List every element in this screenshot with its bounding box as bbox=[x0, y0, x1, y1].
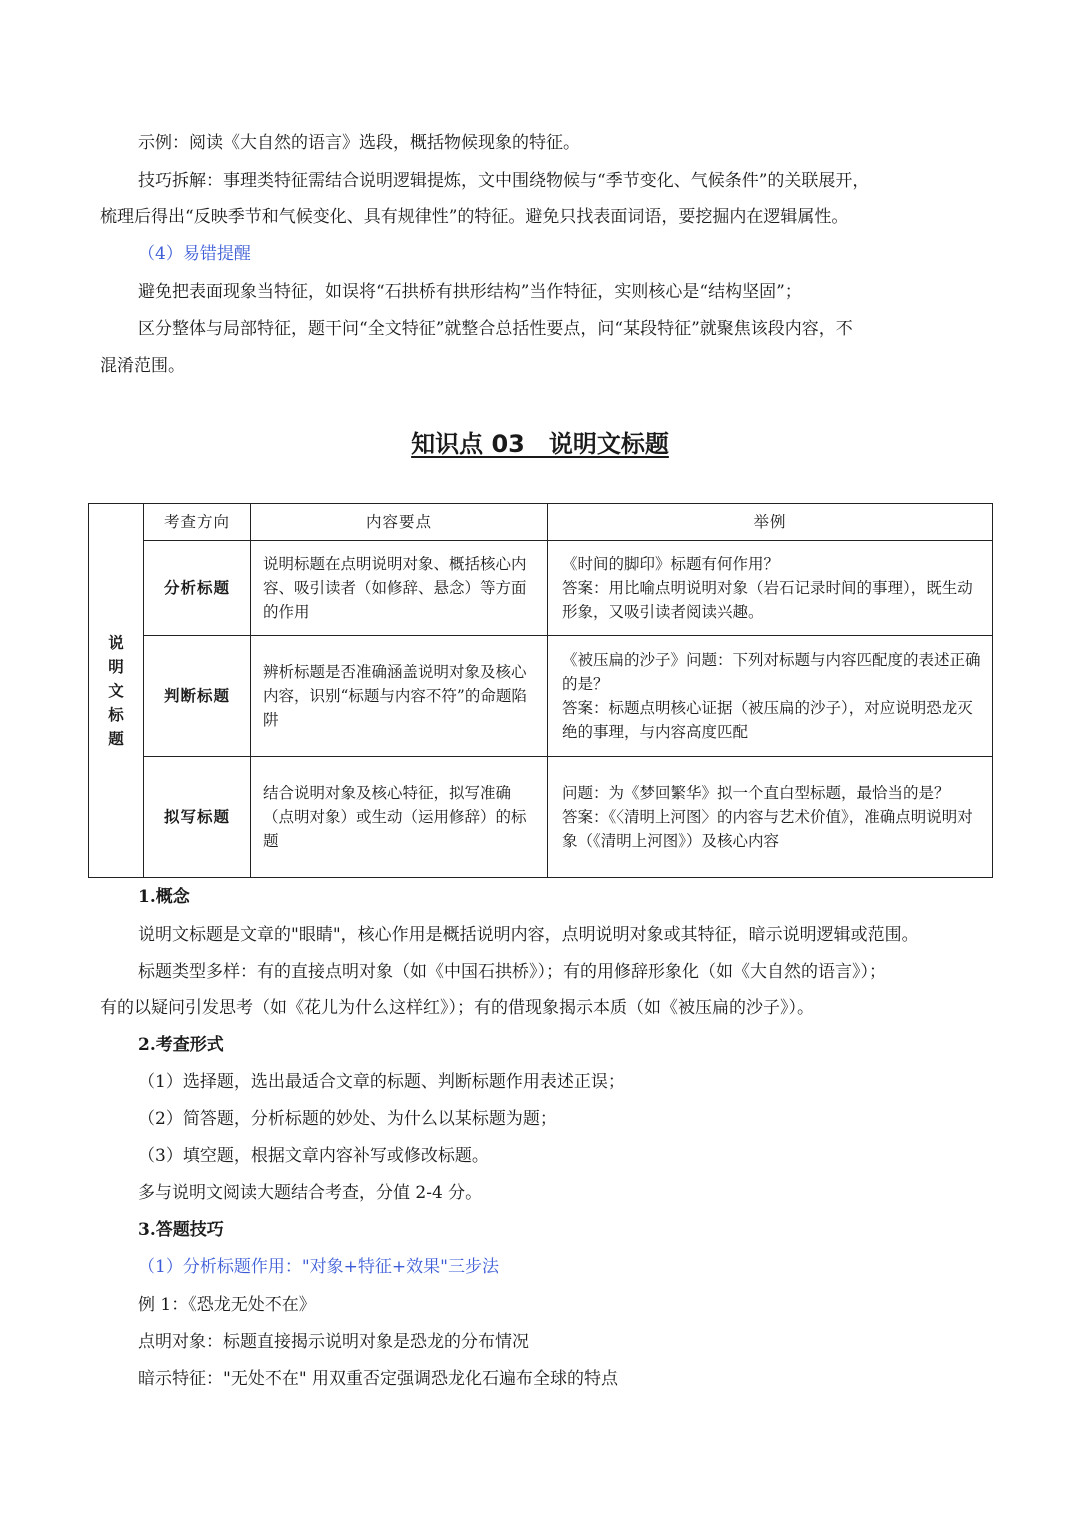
concept-line-3: 有的以疑问引发思考（如《花儿为什么这样红》）；有的借现象揭示本质（如《被压扁的沙子》）。 bbox=[100, 998, 814, 1018]
table-row bbox=[89, 541, 993, 636]
forms-item-2: （2）简答题，分析标题的妙处、为什么以某标题为题； bbox=[138, 1109, 557, 1129]
intro-example-line: 示例：阅读《大自然的语言》选段，概括物候现象的特征。 bbox=[138, 133, 580, 153]
row-direction: 判断标题 bbox=[144, 636, 251, 757]
intro-skill-line-cont: 梳理后得出“反映季节和气候变化、具有规律性”的特征。避免只找表面词语，要挖掘内在逻辑属性。 bbox=[100, 207, 849, 227]
skills-point-object: 点明对象：标题直接揭示说明对象是恐龙的分布情况 bbox=[138, 1332, 529, 1352]
table-header-row bbox=[89, 504, 993, 541]
forms-note: 多与说明文阅读大题结合考查，分值 2-4 分。 bbox=[138, 1183, 483, 1203]
skills-sub-heading: （1）分析标题作用："对象+特征+效果"三步法 bbox=[138, 1257, 499, 1277]
concept-line-1: 说明文标题是文章的"眼睛"，核心作用是概括说明内容，点明说明对象或其特征，暗示说明逻辑或范围。 bbox=[138, 925, 919, 945]
row-direction: 分析标题 bbox=[144, 541, 251, 636]
mistake-heading: （4）易错提醒 bbox=[138, 244, 251, 264]
row-example-answer: 答案：用比喻点明说明对象（岩石记录时间的事理），既生动形象，又吸引读者阅读兴趣。 bbox=[562, 579, 973, 621]
skills-point-feature: 暗示特征："无处不在" 用双重否定强调恐龙化石遍布全球的特点 bbox=[138, 1369, 619, 1389]
row-example-question: 问题：为《梦回繁华》拟一个直白型标题，最恰当的是？ bbox=[562, 784, 950, 802]
row-points: 辨析标题是否准确涵盖说明对象及核心内容，识别“标题与内容不符”的命题陷阱 bbox=[251, 636, 548, 757]
forms-item-1: （1）选择题，选出最适合文章的标题、判断标题作用表述正误； bbox=[138, 1072, 625, 1092]
header-points: 内容要点 bbox=[251, 504, 548, 541]
mistake-line-2: 区分整体与局部特征，题干问“全文特征”就整合总括性要点，问“某段特征”就聚焦该段内容，不 bbox=[138, 319, 853, 339]
table-side-label: 说 明 文 标 题 bbox=[89, 504, 144, 878]
mistake-line-3: 混淆范围。 bbox=[100, 356, 185, 376]
row-example-answer: 答案：《〈清明上河图〉的内容与艺术价值》，准确点明说明对象（《清明上河图》）及核心内容 bbox=[562, 808, 973, 850]
forms-item-3: （3）填空题，根据文章内容补写或修改标题。 bbox=[138, 1146, 489, 1166]
mistake-line-1: 避免把表面现象当特征，如误将“石拱桥有拱形结构”当作特征，实则核心是“结构坚固”； bbox=[138, 282, 802, 302]
row-direction: 拟写标题 bbox=[144, 757, 251, 878]
skills-heading: 3.答题技巧 bbox=[138, 1220, 224, 1240]
row-example-answer: 答案：标题点明核心证据（被压扁的沙子），对应说明恐龙灭绝的事理，与内容高度匹配 bbox=[562, 699, 973, 741]
header-direction: 考查方向 bbox=[144, 504, 251, 541]
section-title: 知识点 03 说明文标题 bbox=[411, 430, 669, 458]
row-example bbox=[548, 636, 993, 757]
row-example bbox=[548, 757, 993, 878]
concept-line-2: 标题类型多样：有的直接点明对象（如《中国石拱桥》）；有的用修辞形象化（如《大自然的语言》）； bbox=[138, 962, 886, 982]
forms-heading: 2.考查形式 bbox=[138, 1035, 224, 1055]
table-row bbox=[89, 757, 993, 878]
table-row bbox=[89, 636, 993, 757]
row-points: 结合说明对象及核心特征，拟写准确（点明对象）或生动（运用修辞）的标题 bbox=[251, 757, 548, 878]
row-example-question: 《被压扁的沙子》问题：下列对标题与内容匹配度的表述正确的是？ bbox=[562, 651, 981, 693]
row-example-question: 《时间的脚印》标题有何作用？ bbox=[562, 555, 780, 573]
row-example bbox=[548, 541, 993, 636]
knowledge-table bbox=[88, 503, 993, 878]
skills-example: 例 1：《恐龙无处不在》 bbox=[138, 1295, 316, 1315]
header-example: 举例 bbox=[548, 504, 993, 541]
concept-heading: 1.概念 bbox=[138, 887, 190, 907]
intro-skill-line: 技巧拆解：事理类特征需结合说明逻辑提炼，文中围绕物候与“季节变化、气候条件”的关联展开， bbox=[138, 171, 870, 191]
row-points: 说明标题在点明说明对象、概括核心内容、吸引读者（如修辞、悬念）等方面的作用 bbox=[251, 541, 548, 636]
